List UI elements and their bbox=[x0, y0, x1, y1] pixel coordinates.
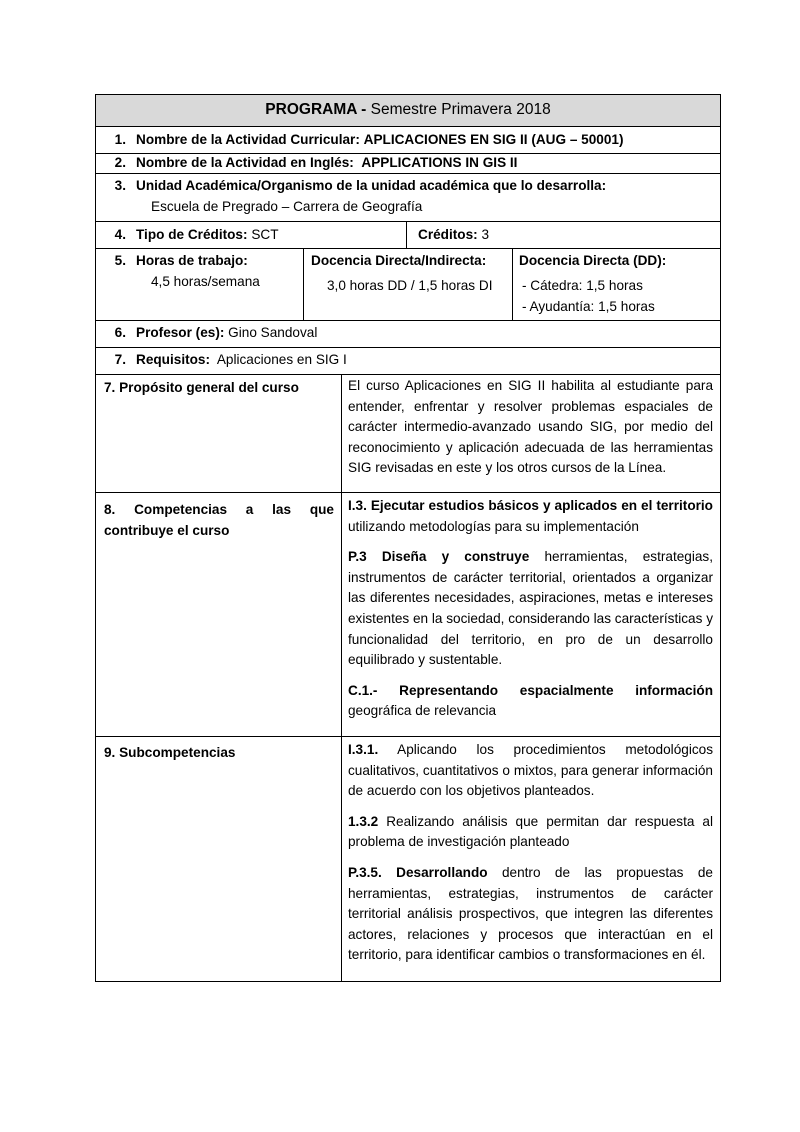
competency-code: I.3. Ejecutar estudios básicos y aplicados en el territorio bbox=[348, 498, 713, 513]
competency-desc: herramientas, estrategias, instrumentos de carácter territorial, orientados a organizar las diferentes necesidades, aspiraciones, metas e intereses existentes en la sociedad, considerando las características y funcionalidad del territorio, en pro de un desarrollo equilibrado y sustentable. bbox=[348, 549, 714, 668]
row-number: 3. bbox=[114, 178, 126, 193]
page-title bbox=[96, 100, 720, 120]
row-number: 5. bbox=[114, 253, 126, 268]
divider bbox=[96, 320, 720, 321]
row-academic-unit-value: Escuela de Pregrado – Carrera de Geografía bbox=[151, 199, 423, 214]
competency-item bbox=[348, 681, 713, 722]
subcompetency-item bbox=[348, 863, 713, 966]
ddi-label-text: Docencia Directa/Indirecta: bbox=[311, 253, 487, 268]
dd-label bbox=[519, 251, 666, 271]
row-requirements bbox=[100, 350, 347, 370]
row-number: 4. bbox=[114, 227, 126, 242]
competencies-text bbox=[348, 496, 713, 722]
competency-code: C.1.- Representando espacialmente información bbox=[348, 682, 713, 698]
divider bbox=[96, 347, 720, 348]
subcompetency-desc: dentro de las propuestas de herramientas, estrategias, instrumentos de carácter territorial análisis prospectivos, que integren las diferentes actores, relaciones y procesos que interactúan en el territorio, para identificar cambios o transformaciones en él. bbox=[348, 864, 713, 963]
competencies-label-text: 8. Competencias a las que contribuye el curso bbox=[104, 502, 334, 538]
credits-value: 3 bbox=[481, 227, 490, 242]
title-semester: Semestre Primavera 2018 bbox=[370, 101, 551, 118]
row-label: Horas de trabajo: bbox=[136, 253, 248, 268]
divider bbox=[96, 374, 720, 375]
row-credit-type bbox=[100, 225, 279, 245]
row-value: Gino Sandoval bbox=[228, 325, 318, 340]
row-value: APLICACIONES EN SIG II (AUG – 50001) bbox=[363, 132, 624, 147]
row-english-name bbox=[100, 153, 517, 173]
subcompetency-desc: Realizando análisis que permitan dar respuesta al problema de investigación planteado bbox=[348, 813, 713, 850]
row-label: Unidad Académica/Organismo de la unidad académica que lo desarrolla: bbox=[136, 178, 607, 193]
competency-item bbox=[348, 547, 713, 671]
dd-item: - Cátedra: 1,5 horas bbox=[522, 278, 643, 293]
row-label: Nombre de la Actividad Curricular: bbox=[136, 132, 360, 147]
divider bbox=[96, 492, 720, 493]
ddi-value: 3,0 horas DD / 1,5 horas DI bbox=[327, 278, 493, 293]
row-value: SCT bbox=[251, 227, 279, 242]
row-label: Profesor (es): bbox=[136, 325, 225, 340]
divider bbox=[96, 248, 720, 249]
row-number: 6. bbox=[114, 325, 126, 340]
subcompetency-item bbox=[348, 812, 713, 853]
dd-item: - Ayudantía: 1,5 horas bbox=[522, 299, 655, 314]
competency-desc: geográfica de relevancia bbox=[348, 703, 497, 719]
row-credits bbox=[418, 225, 489, 245]
divider bbox=[96, 126, 720, 127]
subcompetencies-label: 9. Subcompetencias bbox=[104, 745, 236, 760]
purpose-text bbox=[348, 376, 713, 479]
purpose-paragraph: El curso Aplicaciones en SIG II habilita al estudiante para entender, enfrentar y resolver problemas espaciales de carácter intermedio-avanzado usando SIG, por medio del reconocimiento y aplicación adecuada de las herramientas SIG revisadas en este y los otros cursos de la Línea. bbox=[348, 378, 713, 476]
row-number: 7. bbox=[114, 352, 126, 367]
row-value: Aplicaciones en SIG I bbox=[216, 352, 347, 367]
row-work-hours bbox=[100, 251, 248, 271]
row-activity-name bbox=[100, 130, 624, 150]
competency-desc: utilizando metodologías para su implementación bbox=[348, 518, 639, 534]
purpose-label: 7. Propósito general del curso bbox=[104, 380, 299, 395]
competency-code: P.3 Diseña y construye bbox=[348, 549, 530, 565]
row-professor bbox=[100, 323, 317, 343]
subcompetency-code: P.3.5. Desarrollando bbox=[348, 864, 488, 880]
row-label: Requisitos: bbox=[136, 352, 211, 367]
row-label: Tipo de Créditos: bbox=[136, 227, 248, 242]
competency-item bbox=[348, 496, 713, 537]
row-academic-unit bbox=[100, 176, 606, 196]
divider bbox=[341, 374, 342, 982]
row-value: APPLICATIONS IN GIS II bbox=[361, 155, 518, 170]
divider bbox=[96, 221, 720, 222]
divider bbox=[96, 736, 720, 737]
subcompetency-item bbox=[348, 740, 713, 802]
divider bbox=[406, 221, 407, 248]
subcompetency-code: 1.3.2 bbox=[348, 813, 379, 829]
dd-label-text: Docencia Directa (DD): bbox=[519, 253, 667, 268]
divider bbox=[303, 248, 304, 320]
credits-label: Créditos: bbox=[418, 227, 478, 242]
subcompetency-code: I.3.1. bbox=[348, 742, 379, 757]
work-hours-value: 4,5 horas/semana bbox=[151, 274, 260, 289]
row-number: 1. bbox=[114, 132, 126, 147]
row-label: Nombre de la Actividad en Inglés: bbox=[136, 155, 354, 170]
subcompetencies-text bbox=[348, 740, 713, 966]
divider bbox=[96, 173, 720, 174]
subcompetency-desc: Aplicando los procedimientos metodológicos cualitativos, cuantitativos o mixtos, para generar información de acuerdo con los objetivos planteados. bbox=[348, 742, 713, 799]
title-prefix: PROGRAMA - bbox=[265, 101, 371, 118]
competencies-label bbox=[104, 500, 334, 541]
ddi-label bbox=[311, 251, 486, 271]
divider bbox=[512, 248, 513, 320]
row-number: 2. bbox=[114, 155, 126, 170]
